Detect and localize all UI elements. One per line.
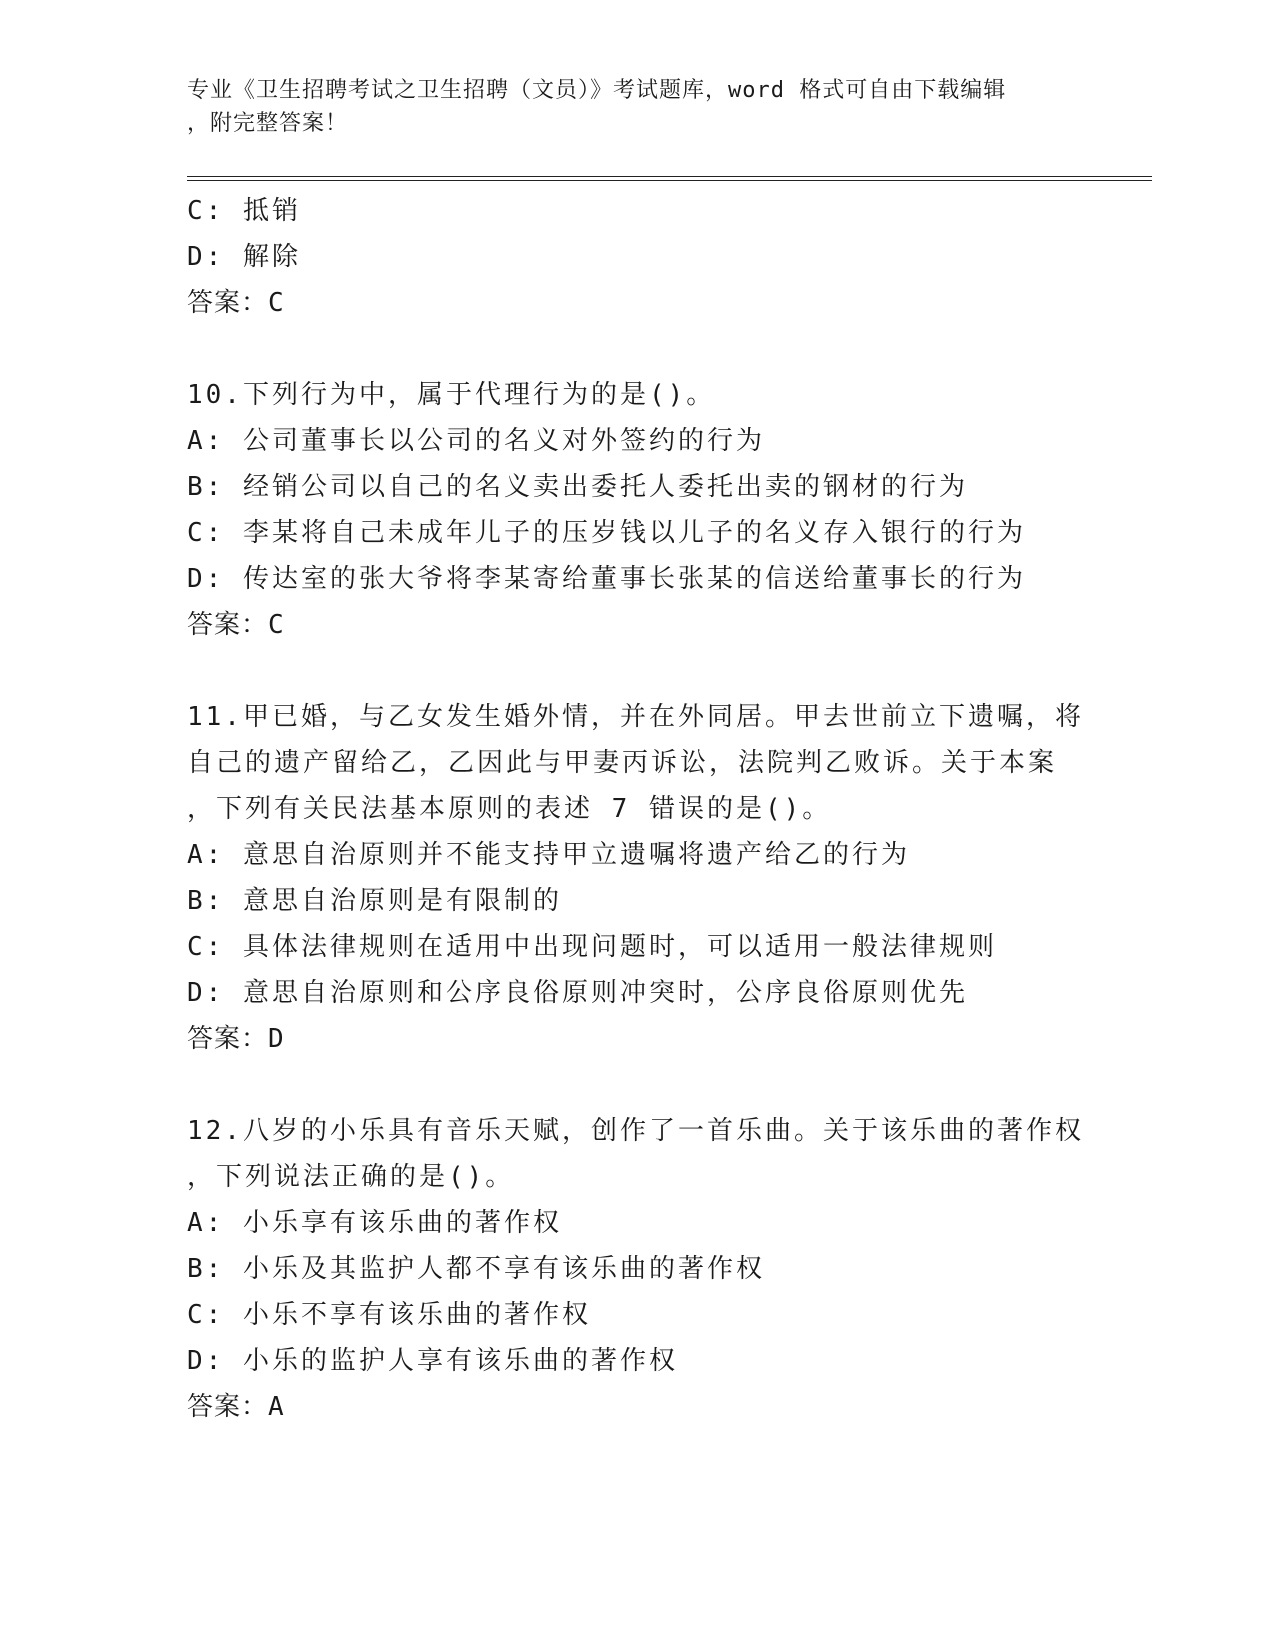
answer-line: 答案：C bbox=[187, 288, 285, 318]
answer-line: 答案：A bbox=[187, 1392, 285, 1422]
option-a: A: 小乐享有该乐曲的著作权 bbox=[187, 1208, 562, 1238]
header-line: ，附完整答案！ bbox=[187, 111, 349, 136]
question-stem: 11.甲已婚，与乙女发生婚外情，并在外同居。甲去世前立下遗嘱，将 bbox=[187, 702, 1084, 732]
spacer bbox=[187, 648, 1087, 694]
option-d: D: 小乐的监护人享有该乐曲的著作权 bbox=[187, 1346, 678, 1376]
option-b: B: 经销公司以自己的名义卖出委托人委托出卖的钢材的行为 bbox=[187, 472, 968, 502]
option-d: D: 传达室的张大爷将李某寄给董事长张某的信送给董事长的行为 bbox=[187, 564, 1026, 594]
option-c: C: 小乐不享有该乐曲的著作权 bbox=[187, 1300, 591, 1330]
option-b: B: 小乐及其监护人都不享有该乐曲的著作权 bbox=[187, 1254, 765, 1284]
document-header bbox=[187, 74, 1087, 140]
answer-line: 答案：D bbox=[187, 1024, 285, 1054]
question-12 bbox=[187, 1108, 1087, 1430]
option-a: A: 公司董事长以公司的名义对外签约的行为 bbox=[187, 426, 765, 456]
question-11 bbox=[187, 694, 1087, 1062]
header-line: 专业《卫生招聘考试之卫生招聘（文员）》考试题库，word 格式可自由下载编辑 bbox=[187, 78, 1007, 103]
option-d: D: 意思自治原则和公序良俗原则冲突时，公序良俗原则优先 bbox=[187, 978, 968, 1008]
answer-line: 答案：C bbox=[187, 610, 285, 640]
header-divider-bottom bbox=[187, 180, 1152, 181]
option-c: C: 抵销 bbox=[187, 196, 301, 226]
spacer bbox=[187, 1062, 1087, 1108]
question-stem: ，下列有关民法基本原则的表述 7 错误的是()。 bbox=[187, 794, 832, 824]
question-10 bbox=[187, 372, 1087, 648]
question-stem: ，下列说法正确的是()。 bbox=[187, 1162, 515, 1192]
prev-question-block bbox=[187, 188, 1087, 326]
question-stem: 12.八岁的小乐具有音乐天赋，创作了一首乐曲。关于该乐曲的著作权 bbox=[187, 1116, 1084, 1146]
question-stem: 自己的遗产留给乙，乙因此与甲妻丙诉讼，法院判乙败诉。关于本案 bbox=[187, 748, 1058, 778]
option-a: A: 意思自治原则并不能支持甲立遗嘱将遗产给乙的行为 bbox=[187, 840, 910, 870]
option-c: C: 李某将自己未成年儿子的压岁钱以儿子的名义存入银行的行为 bbox=[187, 518, 1026, 548]
header-divider-top bbox=[187, 176, 1152, 177]
spacer bbox=[187, 326, 1087, 372]
question-content bbox=[187, 188, 1087, 1430]
option-b: B: 意思自治原则是有限制的 bbox=[187, 886, 562, 916]
question-stem: 10.下列行为中，属于代理行为的是()。 bbox=[187, 380, 716, 410]
option-c: C: 具体法律规则在适用中出现问题时，可以适用一般法律规则 bbox=[187, 932, 997, 962]
option-d: D: 解除 bbox=[187, 242, 301, 272]
